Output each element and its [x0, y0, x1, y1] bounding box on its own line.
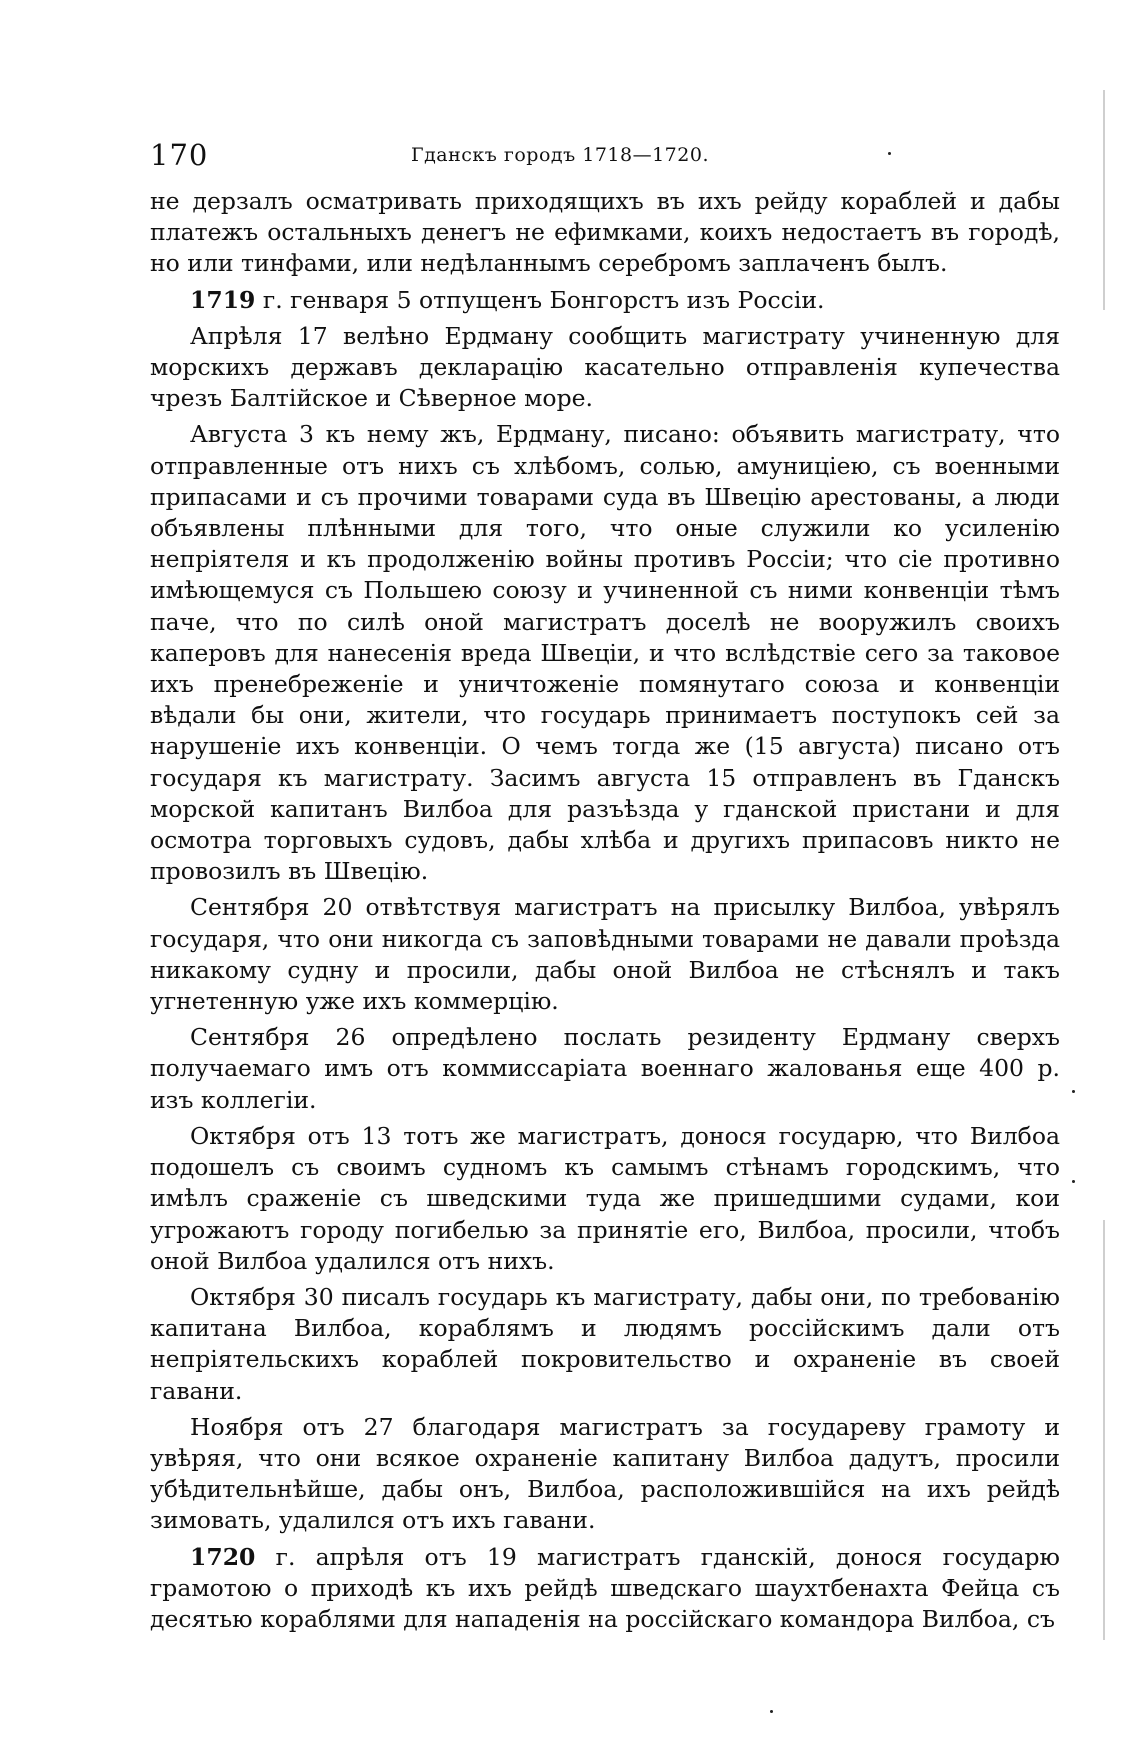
year-heading: 1720 — [190, 1542, 256, 1571]
paragraph: Сентября 20 отвѣтствуя магистратъ на присылку Вилбоа, увѣрялъ государя, что они никогда съ заповѣдными товарами не давали проѣзда никакому судну и просили, дабы оной Вилбоа не стѣснялъ и такъ угнетенную уже ихъ коммерцію. — [150, 893, 1060, 1016]
ink-speck — [1072, 1090, 1075, 1093]
year-heading: 1719 — [190, 285, 256, 314]
scan-edge-line — [1103, 1220, 1105, 1640]
paragraph: Апрѣля 17 велѣно Ердману сообщить магистрату учиненную для морскихъ державъ декларацію касательно отправленія купечества чрезъ Балтійское и Сѣверное море. — [150, 321, 1060, 413]
page-header — [150, 138, 970, 174]
scan-edge-line — [1103, 90, 1105, 310]
paragraph: 1719 г. генваря 5 отпущенъ Бонгорстъ изъ Россіи. — [190, 285, 825, 314]
ink-speck — [1072, 1180, 1075, 1183]
paragraph: Августа 3 къ нему жъ, Ердману, писано: объявить магистрату, что отправленные отъ нихъ съ хлѣбомъ, солью, амуниціею, съ военными припасами и съ прочими товарами суда въ Швецію арестованы, а люди объявлены плѣнными для того, что оные служили ко усиленію непріятеля и къ продолженію войны противъ Россіи; что сіе противно имѣющемуся съ Польшею союзу и учиненной съ ними конвенціи тѣмъ паче, что по силѣ оной магистратъ доселѣ не вооружилъ своихъ каперовъ для нанесенія вреда Швеціи, и что вслѣдствіе сего за таковое ихъ пренебреженіе и уничтоженіе помянутаго союза и конвенціи вѣдали бы они, жители, что государь принимаетъ поступокъ сей за нарушеніе ихъ конвенціи. О чемъ тогда же (15 августа) писано отъ государя къ магистрату. Засимъ августа 15 отправленъ въ Гданскъ морской капитанъ Вилбоа для разъѣзда у гданской пристани и для осмотра торговыхъ судовъ, дабы хлѣба и другихъ припасовъ никто не провозилъ въ Швецію. — [150, 420, 1060, 886]
page-number: 170 — [150, 138, 209, 172]
paragraph: не дерзалъ осматривать приходящихъ въ ихъ рейду кораблей и дабы платежъ остальныхъ денегъ не ефимками, коихъ недостаетъ въ городѣ, но или тинфами, или недѣланнымъ серебромъ заплаченъ былъ. — [150, 187, 1060, 278]
body-text — [150, 186, 1060, 1640]
running-title: Гданскъ городъ 1718—1720. — [411, 144, 709, 166]
ink-speck — [770, 1710, 773, 1713]
paragraph: Октября 30 писалъ государь къ магистрату, дабы они, по требованію капитана Вилбоа, кораблямъ и людямъ россійскимъ дали отъ непріятельскихъ кораблей покровительство и охраненіе въ своей гавани. — [150, 1282, 1060, 1405]
ink-speck — [888, 152, 891, 155]
paragraph: Сентября 26 опредѣлено послать резиденту Ердману сверхъ получаемаго имъ отъ коммиссаріата военнаго жалованья еще 400 р. изъ коллегіи. — [150, 1023, 1060, 1114]
paragraph: Октября отъ 13 тотъ же магистратъ, донося государю, что Вилбоа подошелъ съ своимъ судномъ къ самымъ стѣнамъ городскимъ, что имѣлъ сраженіе съ шведскими туда же пришедшими судами, кои угрожаютъ городу погибелью за принятіе его, Вилбоа, просили, чтобъ оной Вилбоа удалился отъ нихъ. — [150, 1121, 1060, 1275]
paragraph: 1720 г. апрѣля отъ 19 магистратъ гданскій, донося государю грамотою о приходѣ къ ихъ рейдѣ шведскаго шаухтбенахта Фейца съ десятью кораблями для нападенія на россійскаго командора Вилбоа, съ — [150, 1542, 1060, 1633]
paragraph: Ноября отъ 27 благодаря магистратъ за государеву грамоту и увѣряя, что они всякое охраненіе капитану Вилбоа дадутъ, просили убѣдительнѣйше, дабы онъ, Вилбоа, расположившійся на ихъ рейдѣ зимовать, удалился отъ ихъ гавани. — [150, 1412, 1060, 1535]
